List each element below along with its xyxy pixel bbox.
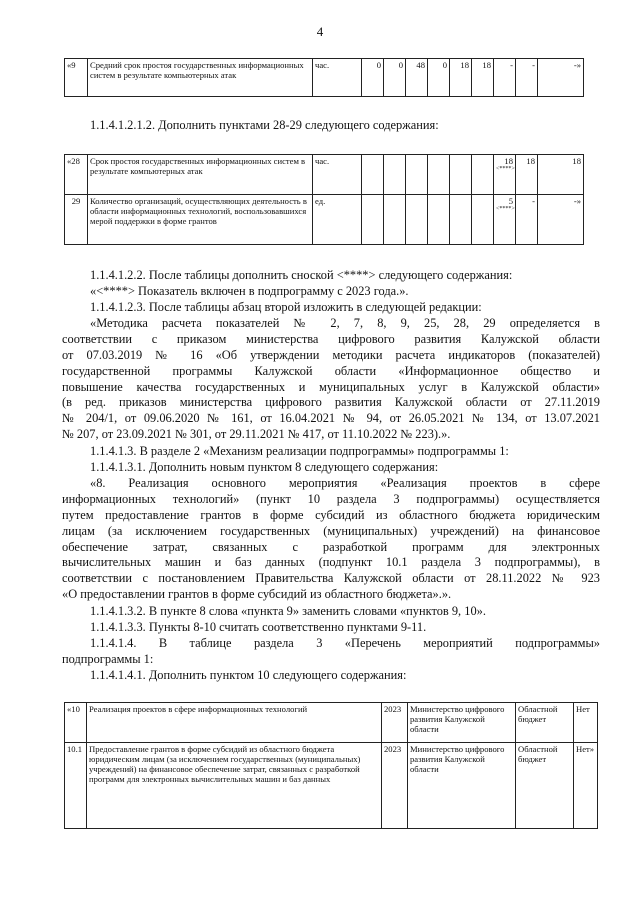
methodology-paragraph <box>62 316 600 443</box>
value-cell <box>494 195 516 245</box>
activity-executor: Министерство цифрового развития Калужской области <box>408 743 516 829</box>
value-cell <box>472 195 494 245</box>
paragraph: 1.1.4.1.2.2. После таблицы дополнить сноской <****> следующего содержания: <box>90 268 513 282</box>
activity-year: 2023 <box>382 743 408 829</box>
value-cell: -» <box>538 195 584 245</box>
value-cell: 48 <box>406 59 428 97</box>
text-line: «8. Реализация основного мероприятия «Реализация проектов в сфере <box>90 476 600 490</box>
value-cell: 0 <box>428 59 450 97</box>
value-cell <box>428 195 450 245</box>
indicator-name: Средний срок простоя государственных информационных систем в результате компьютерных атак <box>88 59 313 97</box>
footnote-mark: <****> <box>496 206 515 212</box>
text-line: от 07.03.2019 № 16 «Об утверждении методики расчета индикаторов (показателей) <box>62 347 600 362</box>
value-cell: - <box>516 59 538 97</box>
activity-name: Предоставление грантов в форме субсидий из областного бюджета юридическим лицам (за исключением государственных (муниципальных) учреждений) на финансовое обеспечение затрат, связанных с разработкой программ для электронных вычислительных машин и баз данных <box>87 743 382 829</box>
text-line: информационных технологий» (пункт 10 раздела 3 подпрограммы) осуществляется <box>62 491 600 506</box>
text-line: соответствии с приказом министерства цифрового развития Калужской области <box>62 331 600 346</box>
paragraph: «<****> Показатель включен в подпрограмму с 2023 года.». <box>90 284 409 298</box>
text-line: государственной программы Калужской области «Информационное общество и <box>62 363 600 378</box>
text-line: лицам (за исключением государственных (муниципальных) учреждений) на финансовое <box>62 523 600 538</box>
row-number: 10.1 <box>65 743 87 829</box>
point-8-paragraph <box>62 476 600 603</box>
text-line: повышение качества государственных и муниципальных услуг в Калужской области» <box>62 379 600 394</box>
value-cell: 18 <box>538 155 584 195</box>
value-cell <box>406 195 428 245</box>
value: 18 <box>504 156 513 166</box>
row-number: 29 <box>65 195 88 245</box>
row-number: «9 <box>65 59 88 97</box>
indicator-unit: час. <box>313 155 362 195</box>
activity-year: 2023 <box>382 703 408 743</box>
activity-executor: Министерство цифрового развития Калужской области <box>408 703 516 743</box>
paragraph: 1.1.4.1.4.1. Дополнить пунктом 10 следующего содержания: <box>90 668 407 682</box>
value-cell: 18 <box>516 155 538 195</box>
paragraph: 1.1.4.1.2.1.2. Дополнить пунктами 28-29 следующего содержания: <box>90 118 439 132</box>
text-line: (в ред. приказов министерства цифрового развития Калужской области от 27.11.2019 <box>62 395 600 410</box>
value-cell <box>472 155 494 195</box>
text-line: № 204/1, от 09.06.2020 № 161, от 16.04.2021 № 94, от 26.05.2021 № 134, от 13.07.2021 <box>62 411 600 426</box>
text-line: 1.1.4.1.4. В таблице раздела 3 «Перечень мероприятий подпрограммы» <box>90 636 600 650</box>
value-cell: 18 <box>472 59 494 97</box>
value-cell <box>450 195 472 245</box>
paragraph: 1.1.4.1.3.2. В пункте 8 слова «пункта 9» заменить словами «пунктов 9, 10». <box>90 604 486 618</box>
text-line: «Методика расчета показателей № 2, 7, 8, 9, 25, 28, 29 определяется в <box>90 316 600 330</box>
indicator-unit: ед. <box>313 195 362 245</box>
table-row <box>65 59 584 97</box>
text-line: соответствии с постановлением Правительства Калужской области от 28.11.2022 № 923 <box>62 571 600 586</box>
value-cell <box>406 155 428 195</box>
indicator-name: Количество организаций, осуществляющих деятельность в области информационных технологий, воспользовавшихся мерой поддержки в форме грантов <box>88 195 313 245</box>
value: 5 <box>508 196 513 206</box>
activity-name: Реализация проектов в сфере информационных технологий <box>87 703 382 743</box>
indicators-table-2 <box>64 154 584 245</box>
funding-source: Областной бюджет <box>516 703 574 743</box>
value-cell: 18 <box>450 59 472 97</box>
footnote-mark: <****> <box>496 166 515 172</box>
value-cell <box>362 155 384 195</box>
paragraph: 1.1.4.1.2.3. После таблицы абзац второй изложить в следующей редакции: <box>90 300 482 314</box>
paragraph: 1.1.4.1.3.1. Дополнить новым пунктом 8 следующего содержания: <box>90 460 439 474</box>
value-cell: - <box>516 195 538 245</box>
value-cell <box>428 155 450 195</box>
activity-flag: Нет» <box>574 743 598 829</box>
value-cell: 0 <box>362 59 384 97</box>
text-line: вычислительных машин и баз данных (подпункт 10.1 раздела 3 подпрограммы), в <box>62 555 600 570</box>
text-line: «О предоставлении грантов в форме субсидий из областного бюджета».». <box>62 587 452 602</box>
text-line: путем предоставление грантов в форме субсидий из областного бюджета юридическим <box>62 507 600 522</box>
value-cell: 0 <box>384 59 406 97</box>
paragraph: 1.1.4.1.3.3. Пункты 8-10 считать соответственно пунктами 9-11. <box>90 620 427 634</box>
indicators-table-1 <box>64 58 584 97</box>
indicator-name: Срок простоя государственных информационных систем в результате компьютерных атак <box>88 155 313 195</box>
value-cell <box>450 155 472 195</box>
activities-table <box>64 702 598 829</box>
value-cell <box>362 195 384 245</box>
funding-source: Областной бюджет <box>516 743 574 829</box>
text-line: № 207, от 23.09.2021 № 301, от 29.11.2021 № 417, от 11.10.2022 № 223).». <box>62 427 451 442</box>
value-cell <box>494 155 516 195</box>
value-cell: -» <box>538 59 584 97</box>
row-number: «28 <box>65 155 88 195</box>
value-cell: - <box>494 59 516 97</box>
indicator-unit: час. <box>313 59 362 97</box>
text-line: обеспечение затрат, связанных с разработкой программ для электронных <box>62 539 600 554</box>
table-row <box>65 743 598 829</box>
page-number: 4 <box>316 24 324 39</box>
text-line: подпрограммы 1: <box>62 651 154 666</box>
table-section-paragraph <box>62 636 600 668</box>
activity-flag: Нет <box>574 703 598 743</box>
table-row <box>65 155 584 195</box>
value-cell <box>384 195 406 245</box>
paragraph: 1.1.4.1.3. В разделе 2 «Механизм реализации подпрограммы» подпрограммы 1: <box>90 444 509 458</box>
value-cell <box>384 155 406 195</box>
table-row <box>65 195 584 245</box>
table-row <box>65 703 598 743</box>
row-number: «10 <box>65 703 87 743</box>
